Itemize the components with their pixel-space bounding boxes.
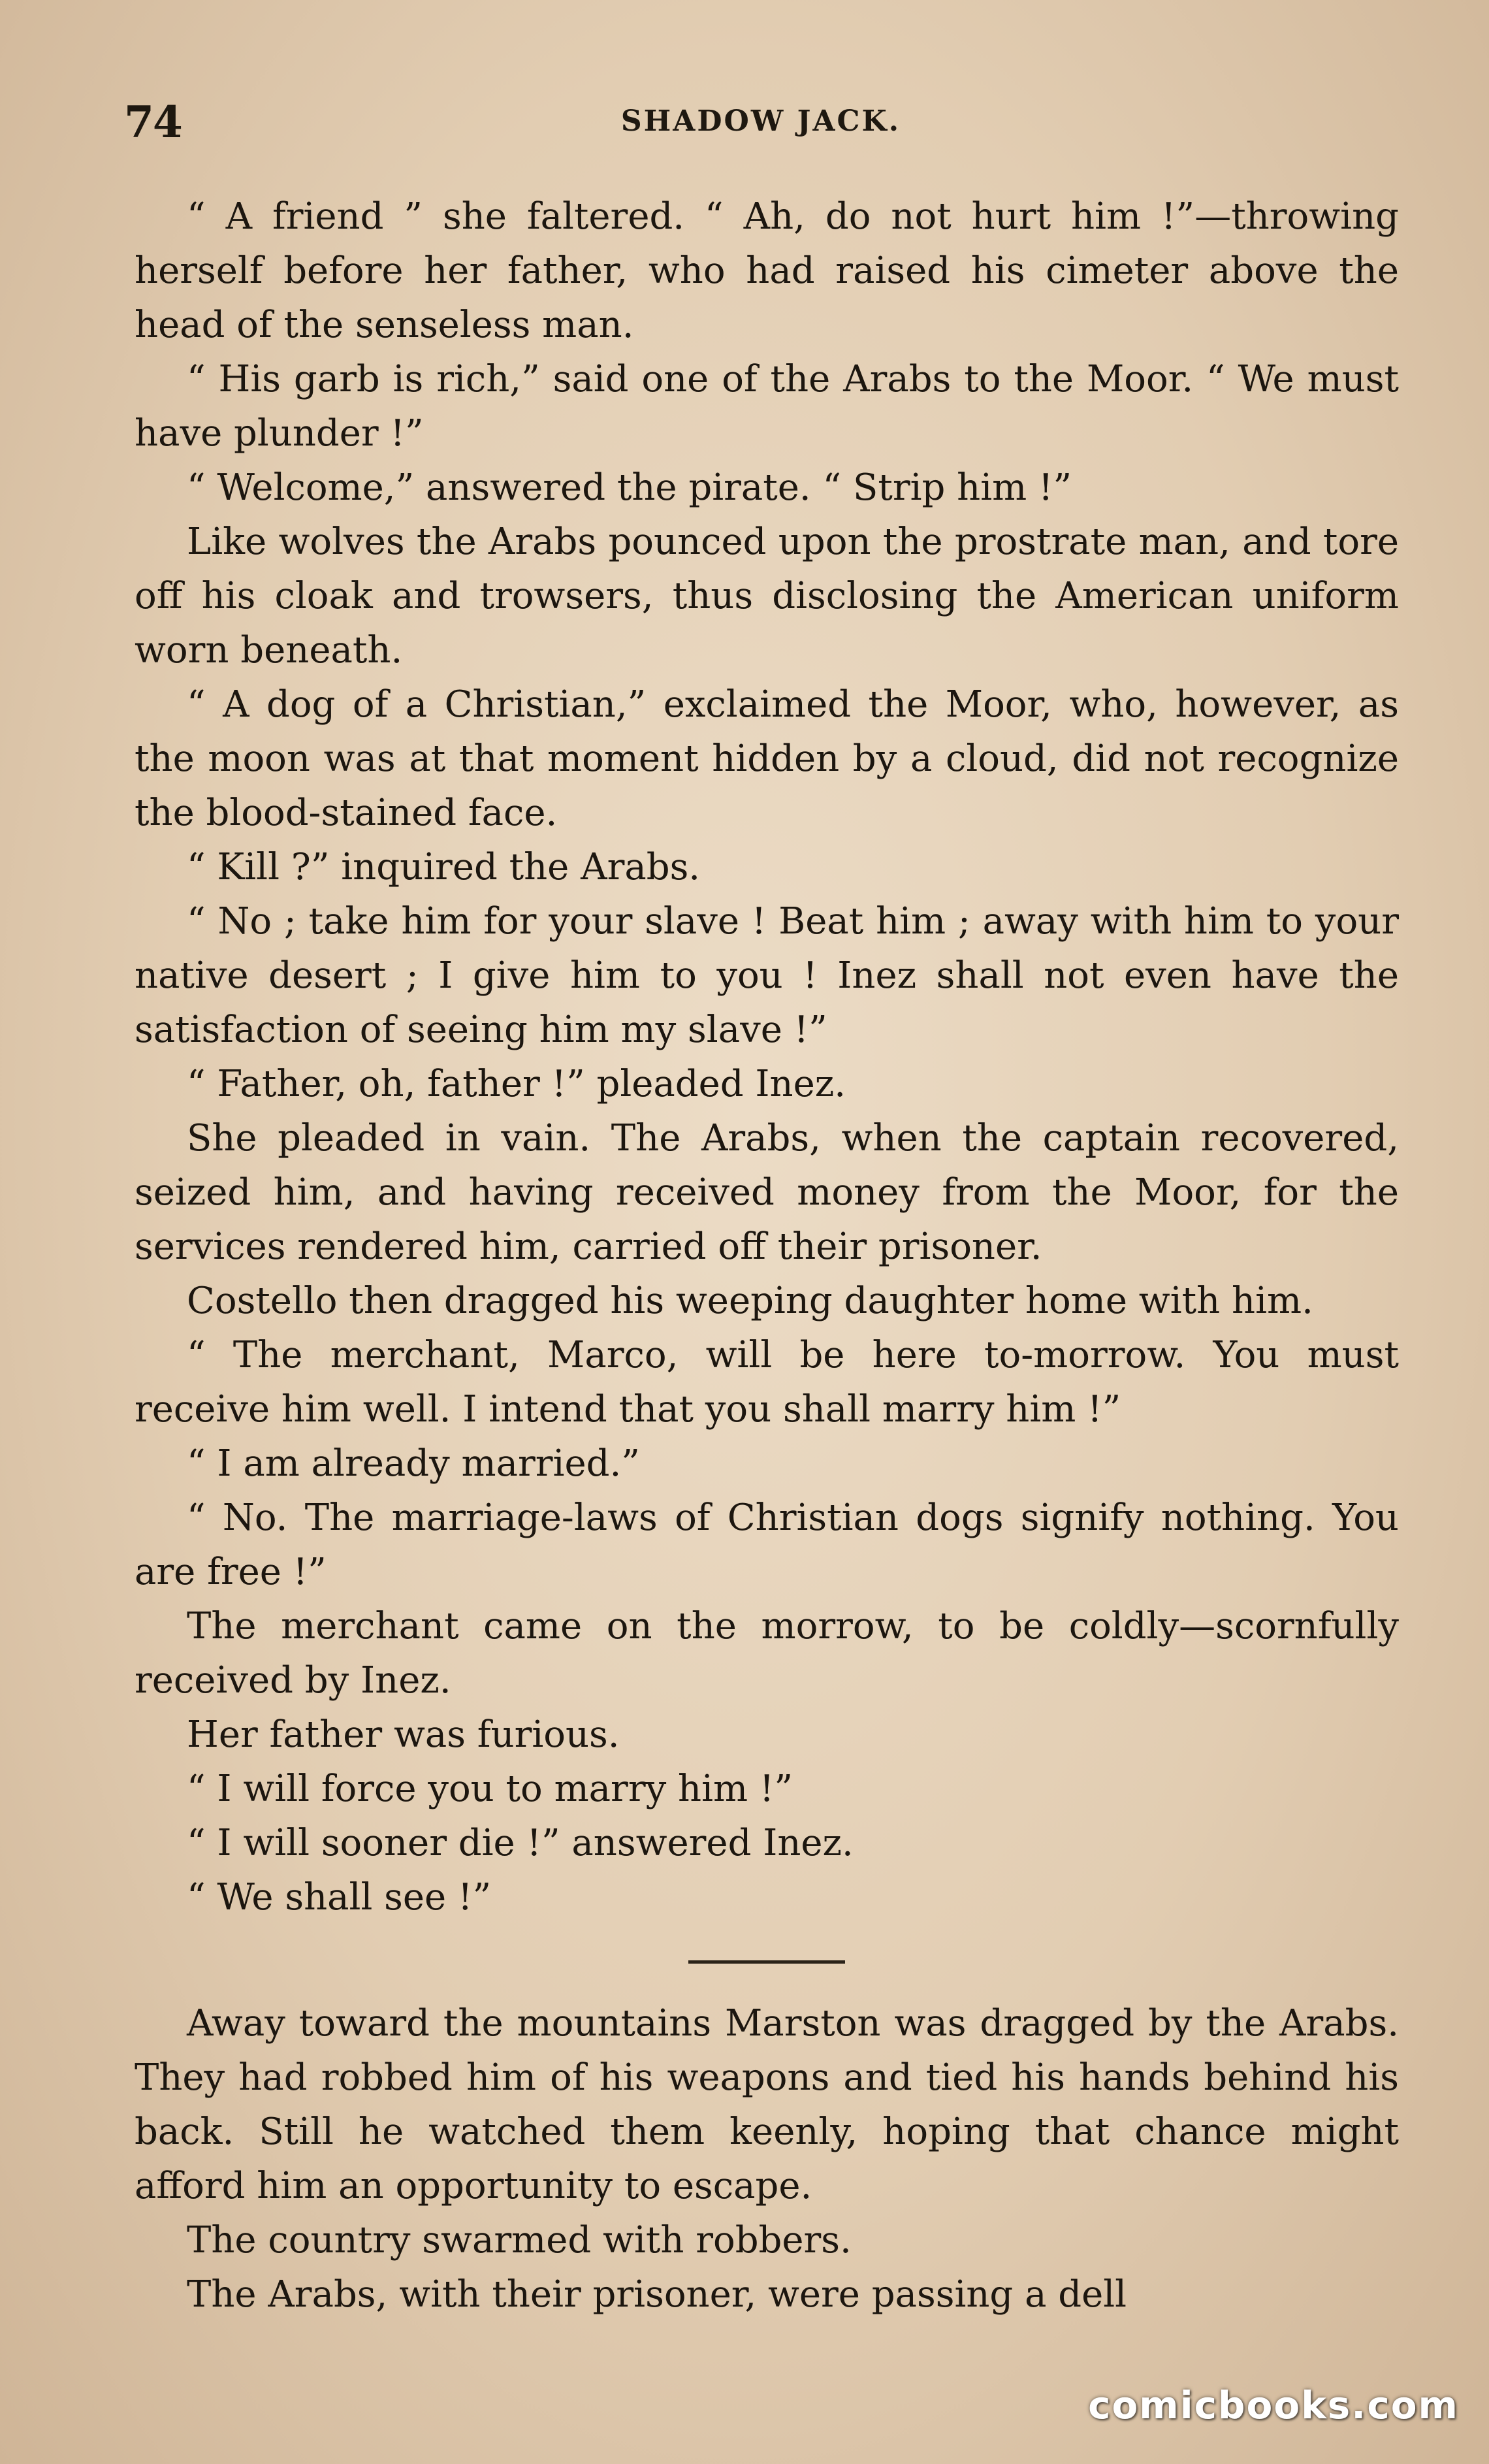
paragraph: Away toward the mountains Marston was dragged by the Arabs. They had robbed him of his weapons and tied his hands behind his back. Still he watched them keenly, hoping that chance might afford him an opportunity to escape. bbox=[135, 2002, 1399, 2207]
running-title: SHADOW JACK. bbox=[620, 105, 901, 138]
page-number: 74 bbox=[124, 97, 182, 148]
paragraph: “ A dog of a Christian,” exclaimed the Moor, who, however, as the moon was at that moment hidden by a cloud, did not recognize the blood-stained face. bbox=[135, 683, 1399, 834]
paragraph: “ I will force you to marry him !” bbox=[187, 1768, 793, 1810]
paragraph: “ Father, oh, father !” pleaded Inez. bbox=[187, 1063, 846, 1105]
paragraph: Her father was furious. bbox=[187, 1713, 620, 1756]
paragraph: “ No ; take him for your slave ! Beat him ; away with him to your native desert ; I give him to you ! Inez shall not even have the satisfaction of seeing him my slave !” bbox=[135, 900, 1399, 1051]
paragraph: Like wolves the Arabs pounced upon the prostrate man, and tore off his cloak and trowsers, thus disclosing the American uniform worn beneath. bbox=[135, 521, 1399, 672]
paragraph: The merchant came on the morrow, to be coldly—scornfully received by Inez. bbox=[135, 1605, 1399, 1702]
paragraph: The Arabs, with their prisoner, were passing a dell bbox=[187, 2273, 1127, 2316]
page-header bbox=[124, 97, 1398, 155]
paragraph: “ Welcome,” answered the pirate. “ Strip him !” bbox=[187, 466, 1072, 509]
paragraph: “ His garb is rich,” said one of the Arabs to the Moor. “ We must have plunder !” bbox=[135, 358, 1399, 455]
paragraph: “ We shall see !” bbox=[187, 1876, 492, 1919]
paragraph: “ Kill ?” inquired the Arabs. bbox=[187, 846, 701, 888]
paragraph: “ No. The marriage-laws of Christian dogs signify nothing. You are free !” bbox=[135, 1497, 1399, 1593]
paragraph: The country swarmed with robbers. bbox=[187, 2219, 852, 2261]
section-divider bbox=[688, 1960, 845, 1964]
paragraph: Costello then dragged his weeping daughter home with him. bbox=[187, 1280, 1313, 1322]
paragraph: “ I am already married.” bbox=[187, 1442, 640, 1485]
paragraph: She pleaded in vain. The Arabs, when the captain recovered, seized him, and having received money from the Moor, for the services rendered him, carried off their prisoner. bbox=[135, 1117, 1399, 1268]
paragraph: “ A friend ” she faltered. “ Ah, do not hurt him !”—throwing herself before her father, who had raised his cimeter above the head of the senseless man. bbox=[135, 195, 1399, 346]
paragraph: “ The merchant, Marco, will be here to-morrow. You must receive him well. I intend that you shall marry him !” bbox=[135, 1334, 1399, 1431]
watermark-text: comicbooks.com bbox=[1088, 2383, 1459, 2427]
body-text bbox=[135, 189, 1399, 2322]
paragraph: “ I will sooner die !” answered Inez. bbox=[187, 1822, 854, 1864]
